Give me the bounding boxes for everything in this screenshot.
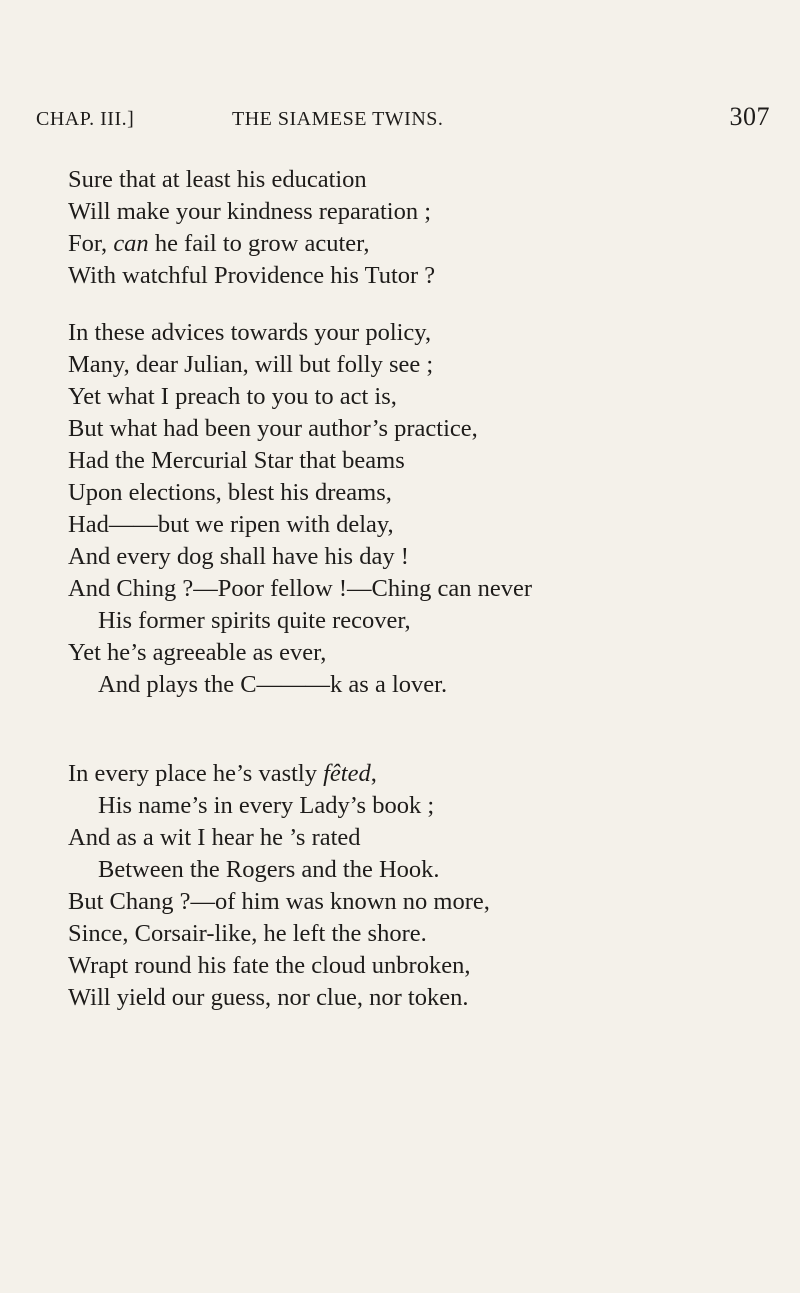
poem-line: His former spirits quite recover, (98, 607, 411, 634)
poem-line: Between the Rogers and the Hook. (98, 856, 440, 883)
poem-line: Will yield our guess, nor clue, nor token. (68, 984, 469, 1011)
poem-line: Since, Corsair-like, he left the shore. (68, 920, 427, 947)
poem-line: And as a wit I hear he ’s rated (68, 824, 361, 851)
poem-line (68, 758, 788, 790)
poem-line: Had the Mercurial Star that beams (68, 447, 405, 474)
poem-line: Wrapt round his fate the cloud unbroken, (68, 952, 471, 979)
poem-line: And plays the C———k as a lover. (98, 671, 448, 698)
running-head (36, 102, 770, 138)
poem-line: But what had been your author’s practice, (68, 415, 478, 442)
poem-line: Will make your kindness reparation ; (68, 198, 432, 225)
poem-line: Upon elections, blest his dreams, (68, 479, 392, 506)
poem-line: In these advices towards your policy, (68, 319, 432, 346)
poem-line: Yet what I preach to you to act is, (68, 383, 397, 410)
poem-line: And Ching ?—Poor fellow !—Ching can never (68, 575, 533, 602)
chapter-label: CHAP. III.] (36, 108, 135, 130)
poem-line: But Chang ?—of him was known no more, (68, 888, 490, 915)
running-title: THE SIAMESE TWINS. (232, 108, 444, 130)
poem-line: His name’s in every Lady’s book ; (98, 792, 435, 819)
poem-line: With watchful Providence his Tutor ? (68, 262, 436, 289)
poem-line: Sure that at least his education (68, 166, 367, 193)
italic-word: can (113, 230, 149, 257)
poem-line (68, 228, 788, 260)
line-text: For, (68, 230, 114, 257)
poem-line: Had——but we ripen with delay, (68, 511, 394, 538)
poem-line: Many, dear Julian, will but folly see ; (68, 351, 434, 378)
page-number: 307 (729, 102, 770, 131)
stanza-1 (68, 164, 788, 292)
stanza-3 (68, 758, 788, 1014)
poem-line: And every dog shall have his day ! (68, 543, 409, 570)
line-text: he fail to grow acuter, (148, 230, 370, 257)
line-text: In every place he’s vastly (68, 760, 324, 787)
stanza-2 (68, 317, 788, 701)
line-text: , (370, 760, 377, 787)
poem-line: Yet he’s agreeable as ever, (68, 639, 327, 666)
italic-word: fêted (323, 760, 371, 787)
